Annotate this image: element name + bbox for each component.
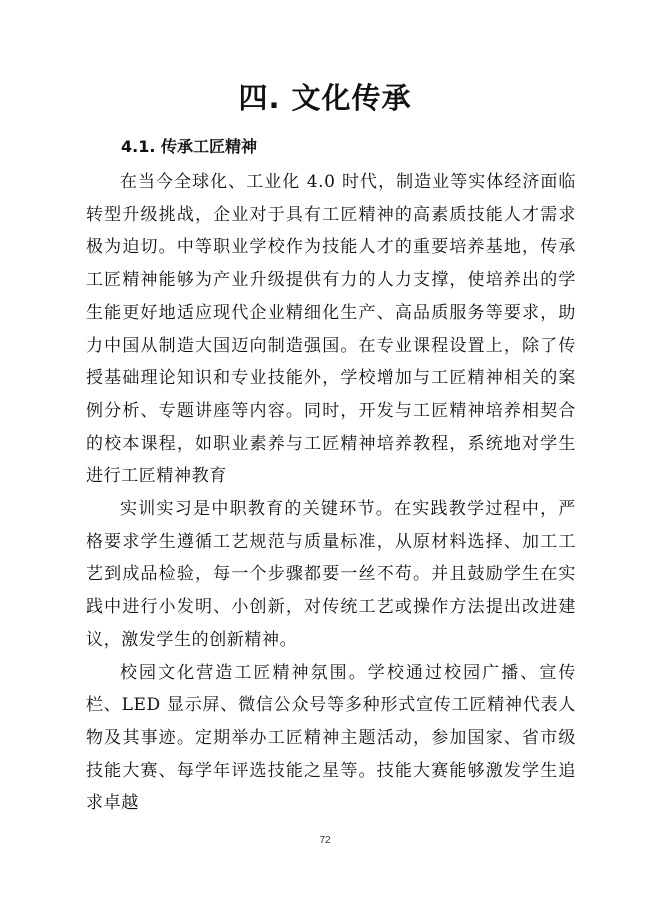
body-text — [86, 166, 576, 820]
paragraph: 在当今全球化、工业化 4.0 时代，制造业等实体经济面临转型升级挑战，企业对于具有工匠精神的高素质技能人才需求极为迫切。中等职业学校作为技能人才的重要培养基地，传承工匠精神能够为产业升级提供有力的人力支撑，使培养出的学生能更好地适应现代企业精细化生产、高品质服务等要求，助力中国从制造大国迈向制造强国。在专业课程设置上，除了传授基础理论知识和专业技能外，学校增加与工匠精神相关的案例分析、专题讲座等内容。同时，开发与工匠精神培养相契合的校本课程，如职业素养与工匠精神培养教程，系统地对学生进行工匠精神教育 — [86, 172, 576, 487]
paragraph: 校园文化营造工匠精神氛围。学校通过校园广播、宣传栏、LED 显示屏、微信公众号等多种形式宣传工匠精神代表人物及其事迹。定期举办工匠精神主题活动，参加国家、省市级技能大赛、每学年评选技能之星等。技能大赛能够激发学生追求卓越 — [86, 662, 576, 814]
chapter-title: 四. 文化传承 — [238, 81, 412, 115]
paragraph: 实训实习是中职教育的关键环节。在实践教学过程中，严格要求学生遵循工艺规范与质量标准，从原材料选择、加工工艺到成品检验，每一个步骤都要一丝不苟。并且鼓励学生在实践中进行小发明、小创新，对传统工艺或操作方法提出改进建议，激发学生的创新精神。 — [86, 499, 576, 650]
page-number: 72 — [319, 835, 331, 846]
section-heading: 4.1. 传承工匠精神 — [121, 137, 257, 156]
